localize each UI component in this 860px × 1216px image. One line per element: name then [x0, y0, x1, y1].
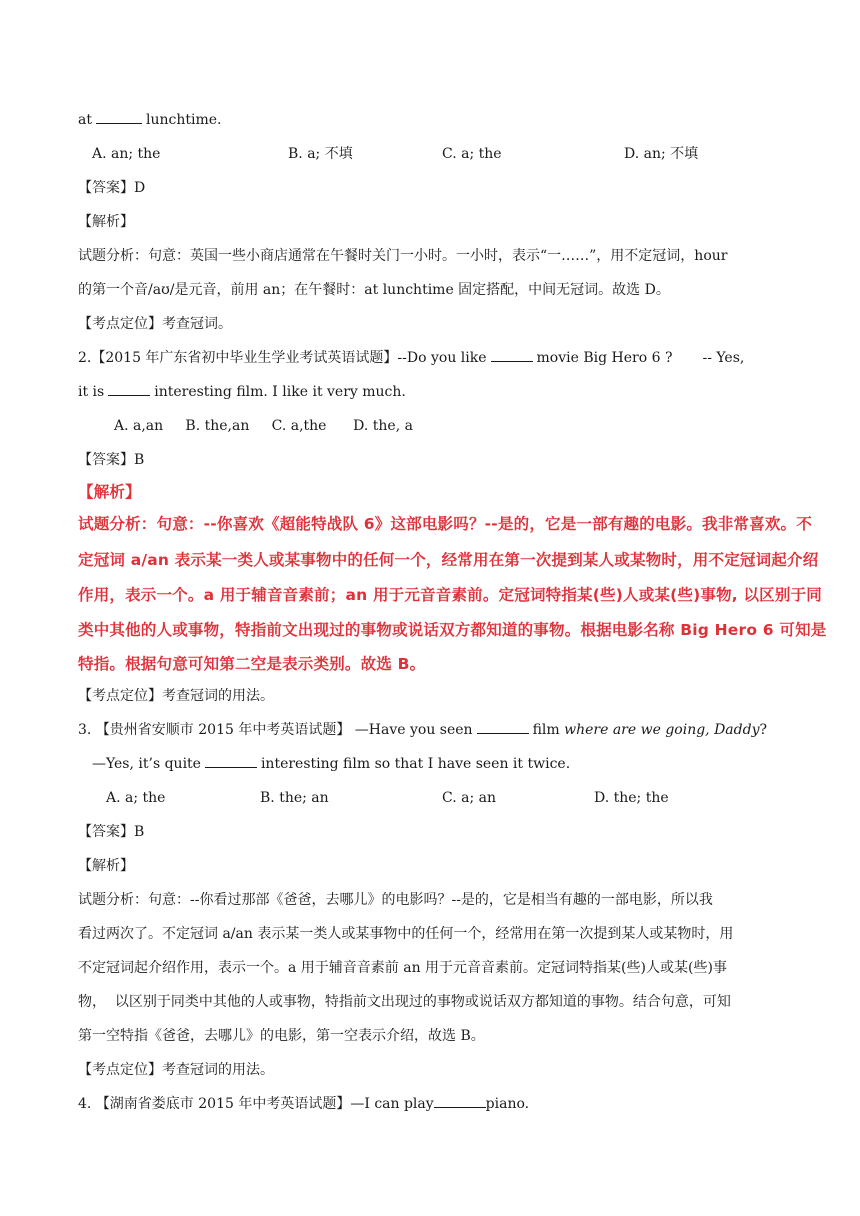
- q3-stem-part: —Yes, it’s quite: [92, 756, 201, 772]
- q1-option-a: A. an; the: [92, 146, 161, 162]
- q3-analysis-line: 第一空特指《爸爸，去哪儿》的电影，第一空表示介绍，故选 B。: [78, 1028, 485, 1044]
- q2-stem-line2: [78, 382, 406, 402]
- q3-blank-2: [205, 755, 257, 768]
- q1-option-c: C. a; the: [442, 146, 502, 162]
- q1-analysis-head: 【解析】: [78, 214, 134, 230]
- q3-stem-line1: [78, 720, 767, 740]
- q3-analysis-line: 不定冠词起介绍作用，表示一个。a 用于辅音音素前 an 用于元音音素前。定冠词特指某(些)人或某(些)事: [78, 960, 727, 976]
- q3-analysis-line: 看过两次了。不定冠词 a/an 表示某一类人或某事物中的任何一个，经常用在第一次提到某人或某物时，用: [78, 926, 734, 942]
- q3-film-title: where are we going, Daddy: [564, 722, 760, 738]
- q2-stem-part: interesting film. I like it very much.: [154, 384, 406, 400]
- q2-blank-1: [491, 349, 533, 362]
- q3-analysis-line: 试题分析：句意：--你看过那部《爸爸，去哪儿》的电影吗？--是的，它是相当有趣的一部电影，所以我: [78, 892, 713, 908]
- q3-stem-line2: [92, 754, 570, 774]
- q3-analysis-line: 物， 以区别于同类中其他的人或事物，特指前文出现过的事物或说话双方都知道的事物。结合句意，可知: [78, 994, 731, 1010]
- q2-analysis-line: 作用，表示一个。a 用于辅音音素前；an 用于元音音素前。定冠词特指某(些)人或某(些)事物, 以区别于同: [78, 586, 822, 604]
- q4-stem-part: 4. 【湖南省娄底市 2015 年中考英语试题】—I can play: [78, 1096, 434, 1112]
- q2-stem-line1: [78, 348, 744, 368]
- q1-analysis-line: 的第一个音/aʊ/是元音，前用 an；在午餐时：at lunchtime 固定搭配，中间无冠词。故选 D。: [78, 282, 670, 298]
- q2-stem-part: -- Yes,: [702, 350, 745, 366]
- q2-point: 【考点定位】考查冠词的用法。: [78, 688, 274, 704]
- q2-options: A. a,an B. the,an C. a,the D. the, a: [114, 418, 413, 434]
- q3-option-c: C. a; an: [442, 790, 496, 806]
- q2-analysis-line: 特指。根据句意可知第二空是表示类别。故选 B。: [78, 655, 426, 673]
- q3-analysis-head: 【解析】: [78, 858, 134, 874]
- q3-answer: 【答案】B: [78, 824, 145, 840]
- q3-point: 【考点定位】考查冠词的用法。: [78, 1062, 274, 1078]
- q1-blank: [96, 111, 142, 124]
- q4-blank: [434, 1095, 486, 1108]
- q2-stem-part: 2.【2015 年广东省初中毕业生学业考试英语试题】--Do you like: [78, 350, 487, 366]
- q4-stem-line1: [78, 1094, 529, 1114]
- q2-analysis-line: 试题分析：句意：--你喜欢《超能特战队 6》这部电影吗？--是的，它是一部有趣的电影。我非常喜欢。不: [78, 515, 812, 533]
- q3-stem-part: film: [532, 722, 560, 738]
- q3-stem-part: 3. 【贵州省安顺市 2015 年中考英语试题】 —Have you seen: [78, 722, 473, 738]
- q3-option-d: D. the; the: [594, 790, 669, 806]
- q2-stem-part: movie Big Hero 6 ?: [536, 350, 673, 366]
- q2-analysis-line: 定冠词 a/an 表示某一类人或某事物中的任何一个，经常用在第一次提到某人或某物时，用不定冠词起介绍: [78, 551, 819, 569]
- q3-blank-1: [477, 721, 529, 734]
- q2-analysis-line: 类中其他的人或事物，特指前文出现过的事物或说话双方都知道的事物。根据电影名称 Big Hero 6 可知是: [78, 621, 827, 639]
- q1-stem-prefix: at: [78, 112, 92, 128]
- q1-option-d: D. an; 不填: [624, 146, 699, 162]
- q1-stem-tail: lunchtime.: [145, 112, 222, 128]
- q2-stem-part: it is: [78, 384, 105, 400]
- q1-option-b: B. a; 不填: [288, 146, 353, 162]
- q2-analysis-head: 【解析】: [78, 483, 141, 501]
- q2-blank-2: [108, 383, 150, 396]
- q3-option-a: A. a; the: [106, 790, 166, 806]
- q2-answer: 【答案】B: [78, 452, 145, 468]
- q1-answer: 【答案】D: [78, 180, 146, 196]
- q3-option-b: B. the; an: [260, 790, 329, 806]
- q1-analysis-line: 试题分析：句意：英国一些小商店通常在午餐时关门一小时。一小时，表示“一……”，用不定冠词，hour: [78, 248, 728, 264]
- q3-stem-part: interesting film so that I have seen it twice.: [260, 756, 571, 772]
- q1-stem: [78, 110, 221, 130]
- q1-point: 【考点定位】考查冠词。: [78, 316, 232, 332]
- q4-stem-part: piano.: [485, 1096, 530, 1112]
- q3-stem-part: ?: [759, 722, 767, 738]
